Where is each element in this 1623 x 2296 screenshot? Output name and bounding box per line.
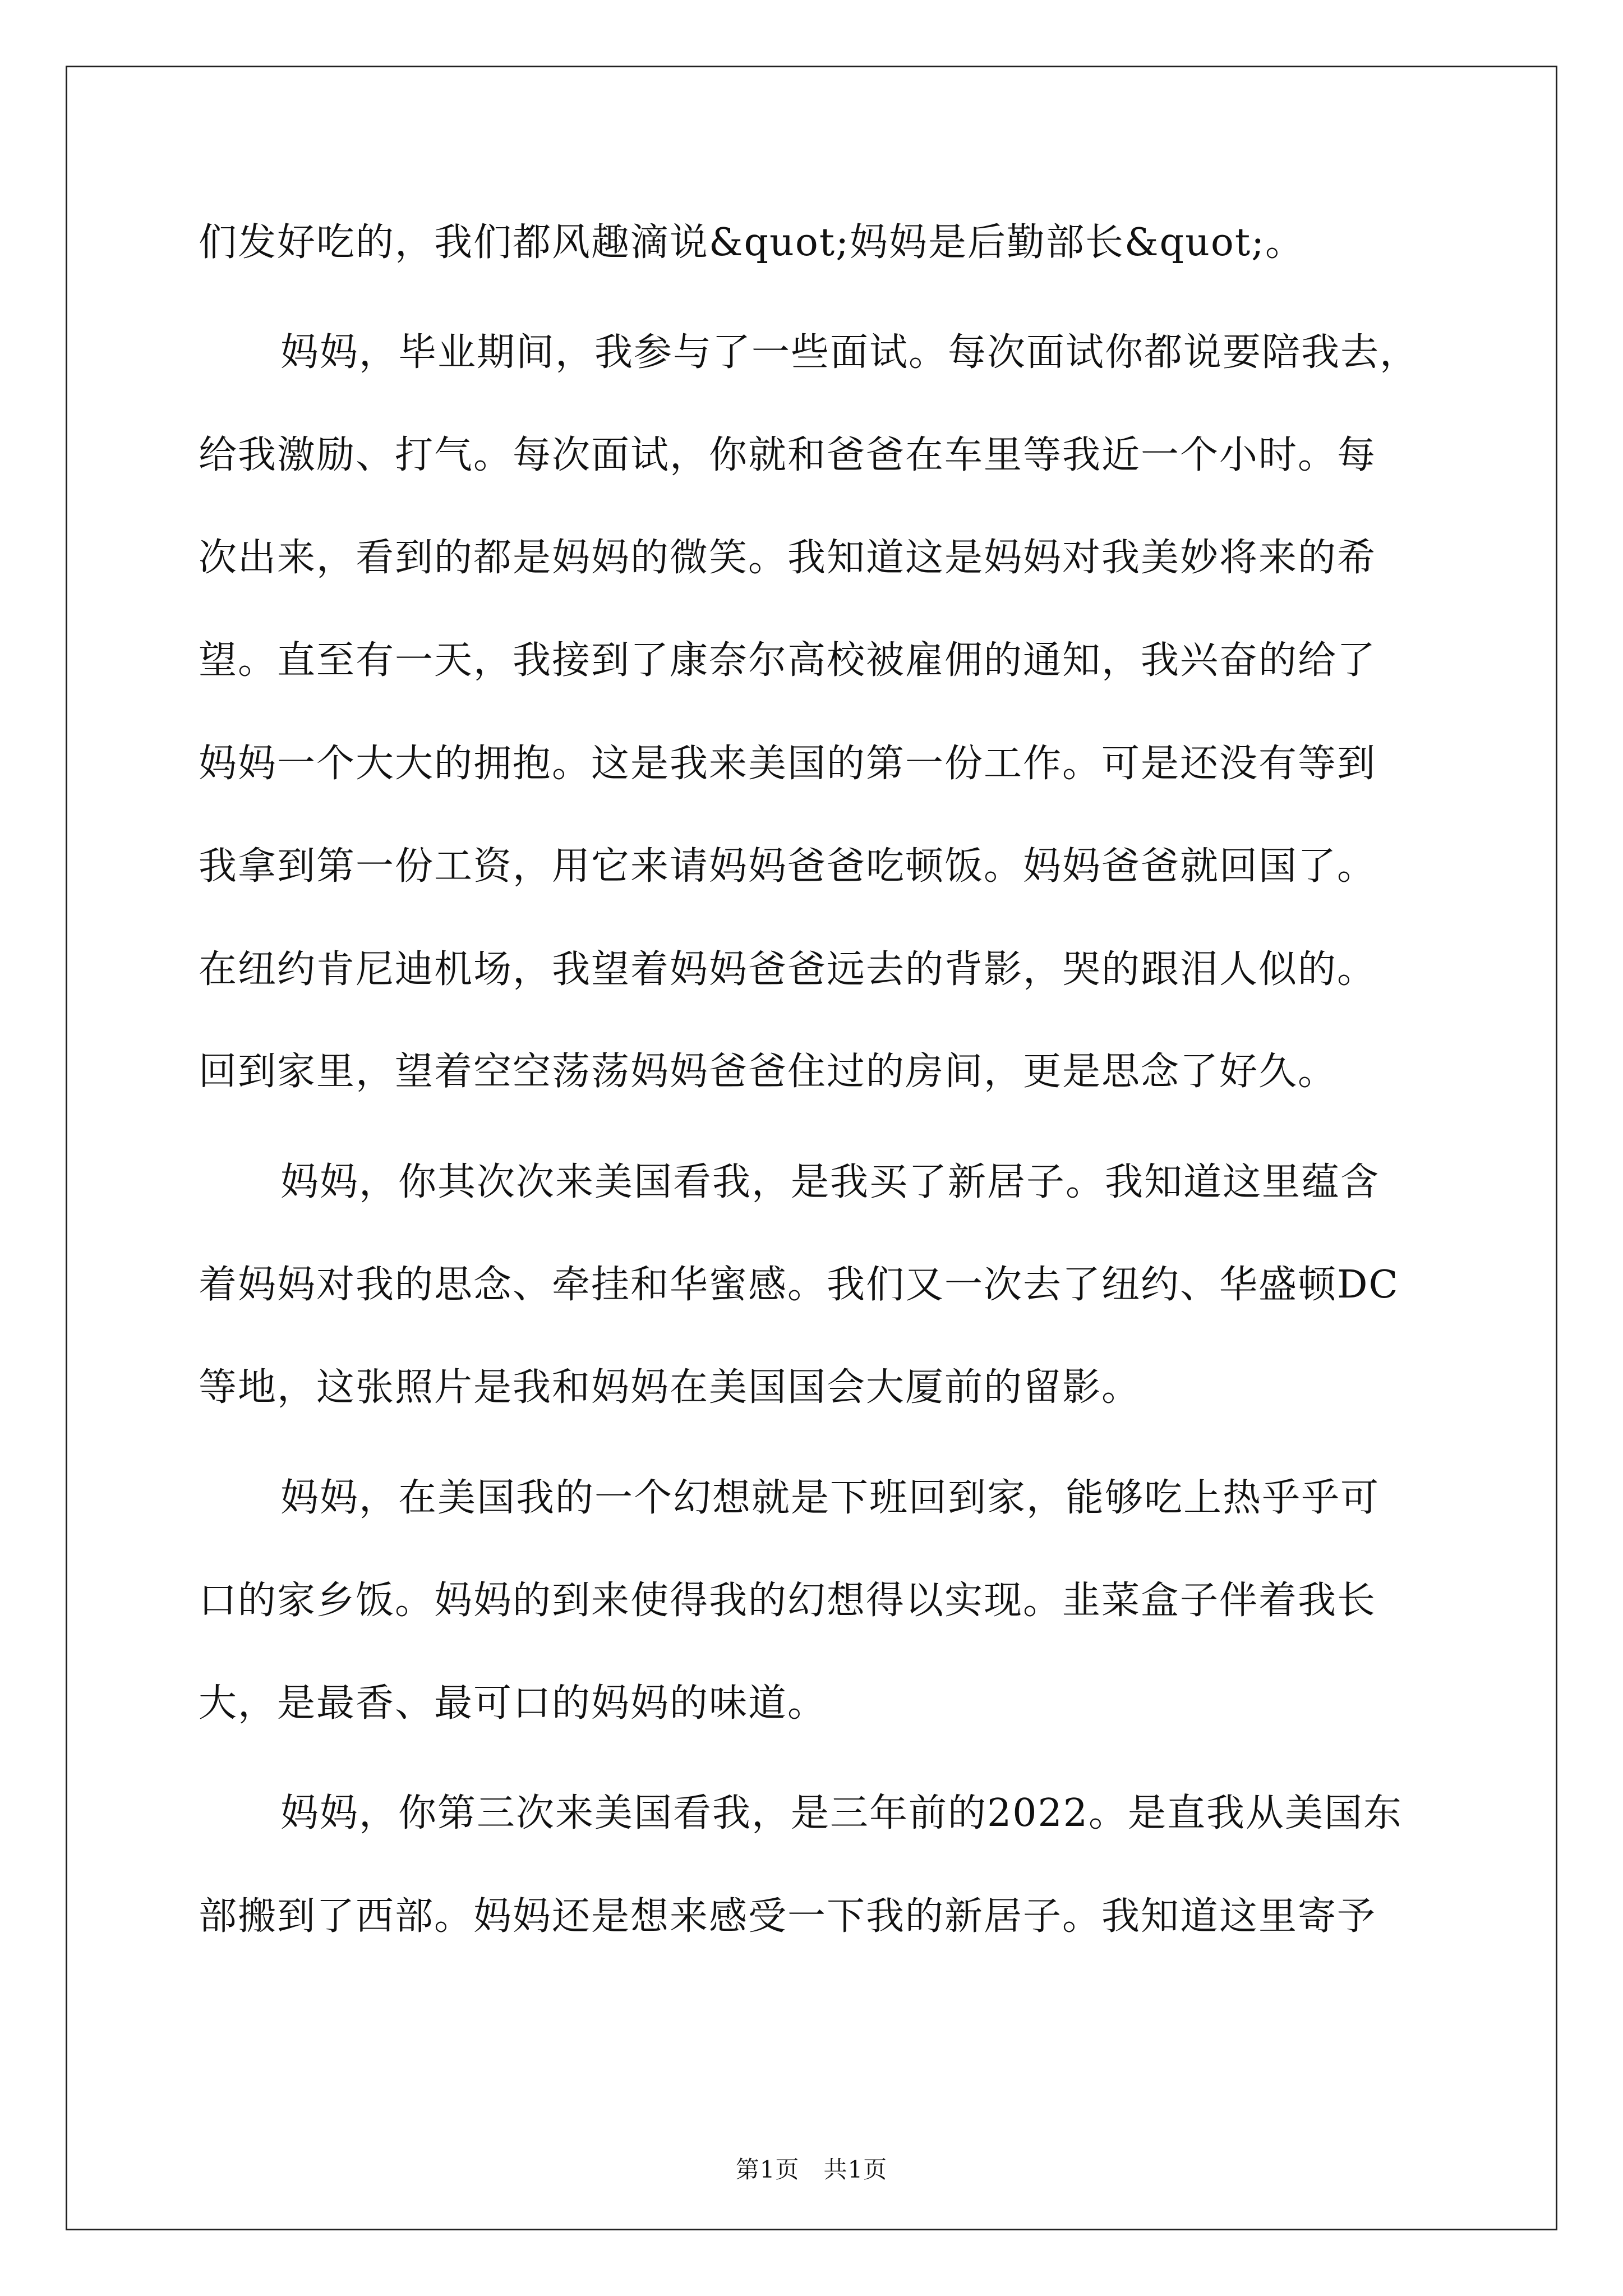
page-number-footer: 第1页 共1页	[735, 2156, 888, 2183]
text-line: 等地，这张照片是我和妈妈在美国国会大厦前的留影。	[199, 1365, 1141, 1410]
text-line: 在纽约肯尼迪机场，我望着妈妈爸爸远去的背影，哭的跟泪人似的。	[199, 947, 1377, 992]
paragraph-start-line: 妈妈，在美国我的一个幻想就是下班回到家，能够吃上热乎乎可	[280, 1476, 1380, 1520]
text-line: 望。直至有一天，我接到了康奈尔高校被雇佣的通知，我兴奋的给了	[199, 638, 1377, 683]
paragraph-start-line: 妈妈，毕业期间，我参与了一些面试。每次面试你都说要陪我去，	[280, 330, 1419, 375]
text-line: 我拿到第一份工资，用它来请妈妈爸爸吃顿饭。妈妈爸爸就回国了。	[199, 844, 1377, 889]
text-line: 给我激励、打气。每次面试，你就和爸爸在车里等我近一个小时。每	[199, 433, 1377, 477]
paragraph-start-line: 妈妈，你其次次来美国看我，是我买了新居子。我知道这里蕴含	[280, 1160, 1380, 1204]
text-line: 大，是最香、最可口的妈妈的味道。	[199, 1681, 827, 1726]
text-line: 妈妈一个大大的拥抱。这是我来美国的第一份工作。可是还没有等到	[199, 742, 1377, 786]
text-line: 口的家乡饭。妈妈的到来使得我的幻想得以实现。韭菜盒子伴着我长	[199, 1579, 1377, 1623]
paragraph-start-line: 妈妈，你第三次来美国看我，是三年前的2022。是直我从美国东	[280, 1791, 1403, 1835]
text-line: 部搬到了西部。妈妈还是想来感受一下我的新居子。我知道这里寄予	[199, 1894, 1377, 1939]
text-line: 次出来，看到的都是妈妈的微笑。我知道这是妈妈对我美妙将来的希	[199, 536, 1377, 580]
text-line: 回到家里，望着空空荡荡妈妈爸爸住过的房间，更是思念了好久。	[199, 1050, 1338, 1094]
text-line: 着妈妈对我的思念、牵挂和华蜜感。我们又一次去了纽约、华盛顿DC	[199, 1263, 1399, 1307]
text-line: 们发好吃的，我们都风趣滴说&quot;妈妈是后勤部长&quot;。	[199, 220, 1305, 265]
